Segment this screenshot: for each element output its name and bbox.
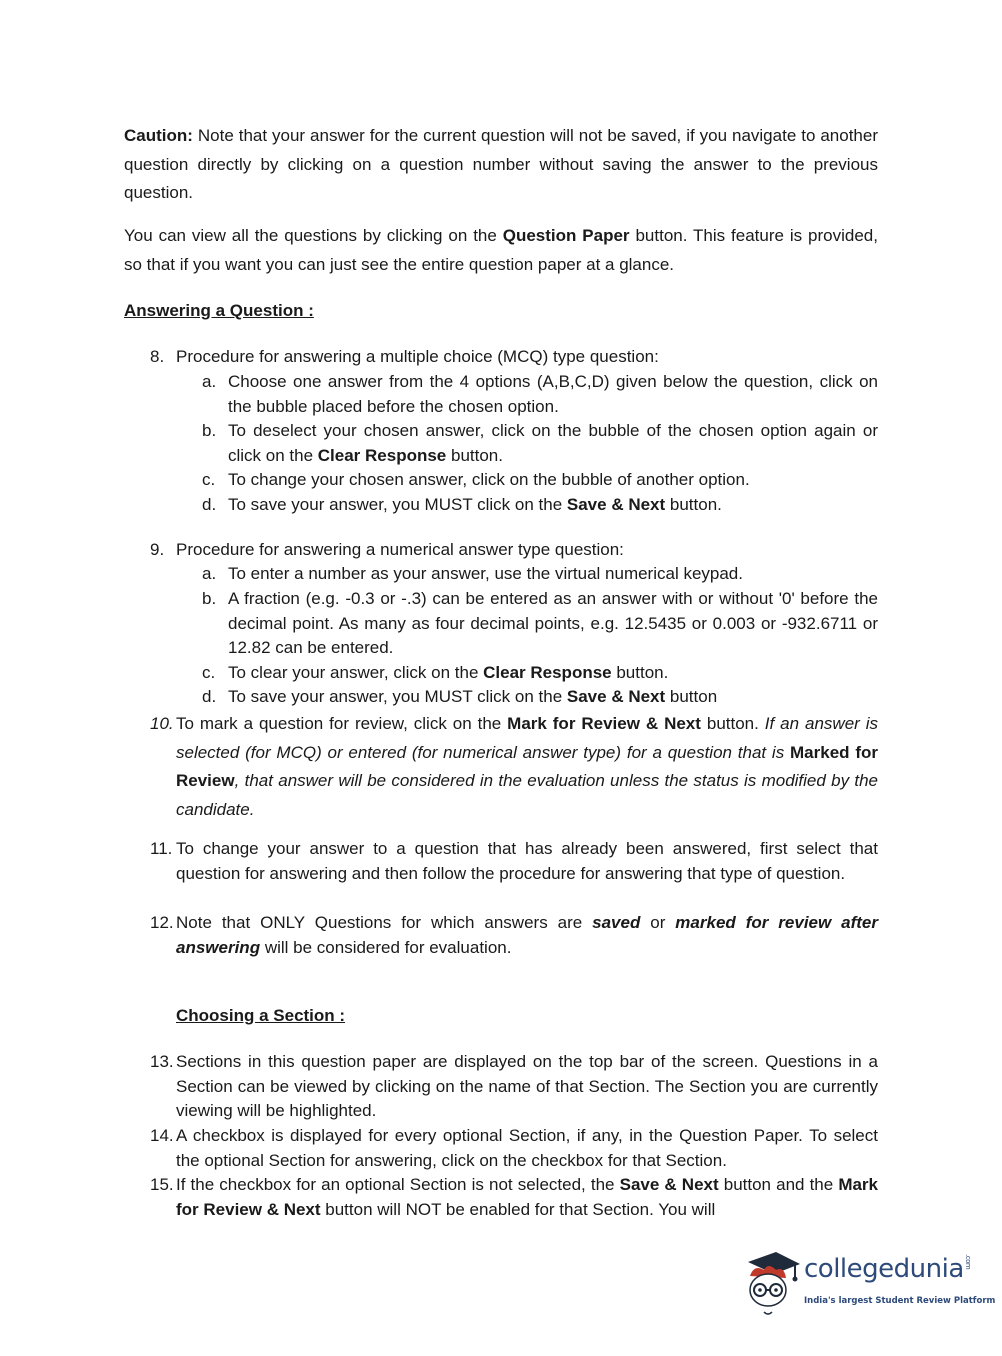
item-12-bold-italic-1: saved [592, 913, 641, 932]
item-13-text: Sections in this question paper are displayed on the top bar of the screen. Questions in a Section can be viewed by clicking on the name of that Section. The Section you are currently viewing will be highlighted. [176, 1052, 878, 1120]
item-10-text [176, 710, 878, 824]
item-8d-pre: To save your answer, you MUST click on the [228, 495, 567, 514]
item-9d [202, 685, 878, 710]
item-9c-letter: c. [202, 663, 216, 682]
item-8 [150, 345, 878, 370]
item-13 [150, 1050, 878, 1124]
item-8b-bold: Clear Response [317, 445, 447, 465]
item-10-bold: Mark for Review & Next [507, 714, 701, 733]
item-9d-bold: Save & Next [566, 687, 666, 706]
item-10-italic-2: , that answer will be considered in the evaluation unless the status is modified by the candidate. [176, 771, 878, 819]
item-8d-text [228, 493, 878, 518]
item-15-bold-2: Mark for Review & Next [176, 1175, 878, 1219]
item-12-text [176, 911, 878, 960]
item-12 [150, 911, 878, 960]
logo-name: collegedunia [804, 1254, 964, 1284]
logo-tagline: India's largest Student Review Platform [804, 1296, 996, 1306]
answering-heading: Answering a Question : [124, 301, 314, 320]
item-9-num: 9. [150, 540, 165, 559]
item-9a-text: To enter a number as your answer, use the virtual numerical keypad. [228, 564, 743, 583]
item-9c [202, 661, 878, 686]
item-8a-letter: a. [202, 372, 217, 391]
item-8-text: Procedure for answering a multiple choice (MCQ) type question: [176, 347, 659, 366]
item-10 [150, 710, 878, 824]
item-8b-post: button. [446, 445, 503, 465]
item-8-num: 8. [150, 347, 165, 366]
item-12-post: will be considered for evaluation. [260, 937, 512, 957]
item-9d-post: button [665, 687, 718, 706]
item-9b [202, 587, 878, 661]
item-9c-pre: To clear your answer, click on the [228, 663, 484, 682]
item-14 [150, 1124, 878, 1173]
item-8d [202, 493, 878, 518]
item-12-bold-italic-2: marked for review after answering [176, 913, 878, 957]
item-9d-pre: To save your answer, you MUST click on the [228, 687, 567, 706]
caution-text: Note that your answer for the current question will not be saved, if you navigate to another question directly by clicking on a question number without saving the answer to the previous question. [124, 126, 878, 202]
item-9a-letter: a. [202, 564, 217, 583]
qp-pre: You can view all the questions by clicking on the [124, 226, 503, 245]
item-15-num: 15. [150, 1175, 174, 1194]
logo-wordmark [804, 1254, 972, 1284]
item-15-mid: button and the [718, 1175, 839, 1194]
item-15-bold-1: Save & Next [619, 1175, 719, 1194]
item-12-num: 12. [150, 913, 174, 932]
item-11-num: 11. [150, 839, 173, 858]
item-8a-text: Choose one answer from the 4 options (A,B,C,D) given below the question, click on the bubble placed before the chosen option. [228, 372, 878, 416]
item-8b-pre: To deselect your chosen answer, click on the bubble of the chosen option again or click on the [228, 421, 878, 465]
item-8a [202, 370, 878, 419]
item-8b-text [228, 419, 878, 468]
item-8b [202, 419, 878, 468]
item-9a [202, 562, 878, 587]
logo-suffix: .com [963, 1254, 972, 1270]
item-15-text [176, 1173, 878, 1222]
qp-post: button. This feature is provided, so that if you want you can just see the entire question paper at a glance. [124, 226, 878, 274]
item-8b-letter: b. [202, 421, 217, 440]
item-9c-post: button. [611, 663, 669, 682]
item-9 [150, 538, 878, 563]
item-9b-text: A fraction (e.g. -0.3 or -.3) can be entered as an answer with or without '0' before the decimal point. As many as four decimal points, e.g. 12.5435 or 0.003 or -932.6711 or 12.82 can be entered. [228, 589, 878, 657]
item-10-italic-1: If an answer is selected (for MCQ) or entered (for numerical answer type) for a question that is [176, 714, 879, 762]
item-8d-bold: Save & Next [566, 495, 666, 514]
mascot-icon [742, 1248, 804, 1318]
item-9d-letter: d. [202, 687, 217, 706]
qp-bold: Question Paper [502, 226, 630, 245]
item-11 [150, 837, 878, 886]
item-10-bold-2: Marked for Review [176, 742, 878, 790]
item-12-mid: or [640, 913, 676, 932]
item-9c-text [228, 661, 878, 686]
item-15-pre: If the checkbox for an optional Section is not selected, the [176, 1175, 620, 1194]
item-9-text: Procedure for answering a numerical answer type question: [176, 540, 624, 559]
item-9b-letter: b. [202, 589, 217, 608]
collegedunia-logo [742, 1248, 996, 1318]
item-10-pre: To mark a question for review, click on the [176, 714, 508, 733]
item-14-text: A checkbox is displayed for every optional Section, if any, in the Question Paper. To select the optional Section for answering, click on the checkbox for that Section. [176, 1126, 878, 1170]
item-10-mid: button. [700, 714, 765, 733]
caution-label: Caution: [124, 126, 193, 145]
item-8c-text: To change your chosen answer, click on the bubble of another option. [228, 470, 750, 489]
question-paper-paragraph [124, 222, 878, 279]
caution-paragraph [124, 122, 878, 208]
item-11-text: To change your answer to a question that has already been answered, first select that question for answering and then follow the procedure for answering that type of question. [176, 839, 878, 883]
item-12-pre: Note that ONLY Questions for which answers are [176, 913, 593, 932]
item-9d-text [228, 685, 878, 710]
item-15-post: button will NOT be enabled for that Section. You will [320, 1199, 716, 1219]
item-8d-letter: d. [202, 495, 217, 514]
item-13-num: 13. [150, 1052, 174, 1071]
section-heading: Choosing a Section : [176, 1006, 346, 1025]
item-10-num: 10. [150, 714, 174, 733]
item-8c [202, 468, 878, 493]
item-15 [150, 1173, 878, 1222]
item-14-num: 14. [150, 1126, 174, 1145]
item-9c-bold: Clear Response [483, 663, 612, 682]
item-8c-letter: c. [202, 470, 216, 489]
item-8d-post: button. [665, 495, 722, 514]
